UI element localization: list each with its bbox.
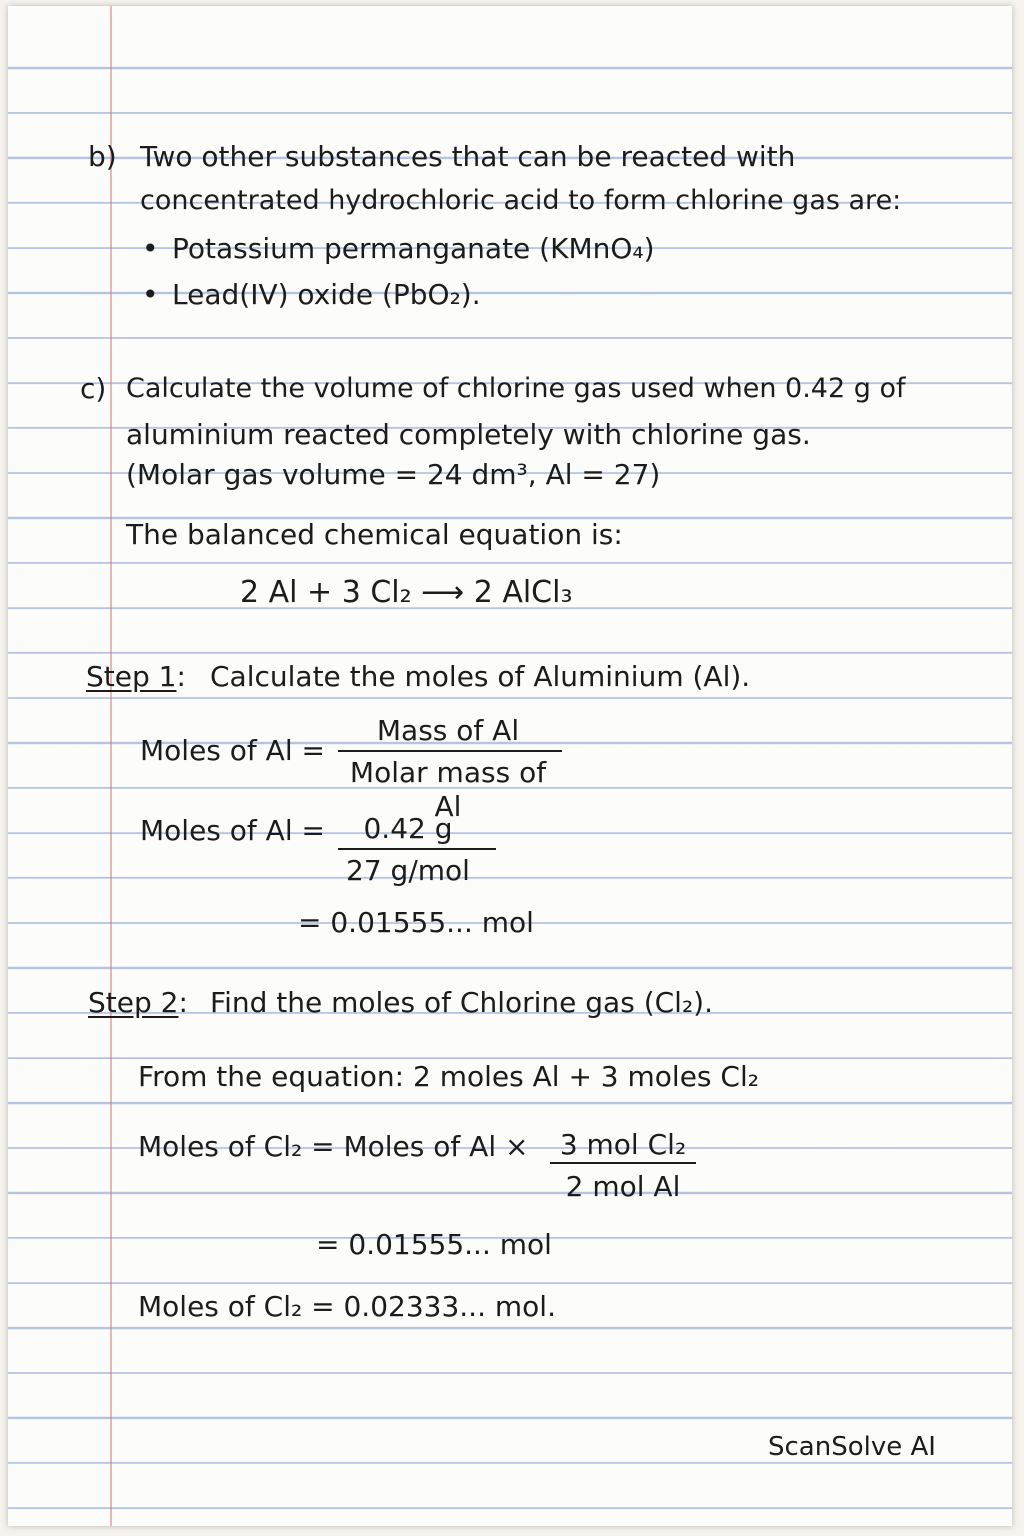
fraction-bar — [338, 750, 562, 752]
part-c-line-2: aluminium reacted completely with chlorine gas. — [126, 418, 811, 451]
signature: ScanSolve AI — [768, 1432, 936, 1462]
cl2-formula-numerator: 3 mol Cl₂ — [559, 1128, 687, 1161]
part-b-line-1: Two other substances that can be reacted with — [140, 140, 796, 173]
part-b-label: b) — [88, 140, 117, 173]
bullet-dot: • — [142, 232, 159, 265]
step-1-result: = 0.01555... mol — [298, 906, 534, 939]
ratio-line: From the equation: 2 moles Al + 3 moles Cl₂ — [138, 1060, 759, 1093]
step-2-substitution: = 0.01555... mol — [316, 1228, 552, 1261]
cl2-formula-lhs: Moles of Cl₂ = Moles of Al × — [138, 1130, 529, 1163]
substitution-numerator: 0.42 g — [363, 812, 453, 845]
bullet-1: Potassium permanganate (KMnO₄) — [172, 232, 655, 265]
step-1-title: Calculate the moles of Aluminium (Al). — [210, 660, 751, 693]
step-2-heading — [88, 986, 188, 1020]
step-1-label: Step 1 — [86, 660, 177, 693]
formula-lhs: Moles of Al = — [140, 734, 325, 767]
formula-denominator: Molar mass of Al — [349, 756, 547, 823]
step-1-colon: : — [176, 660, 186, 693]
fraction-bar — [550, 1162, 696, 1164]
step-2-final: Moles of Cl₂ = 0.02333... mol. — [138, 1290, 556, 1323]
bullet-dot: • — [142, 278, 159, 311]
step-1-heading — [86, 660, 186, 694]
formula-numerator: Mass of Al — [376, 714, 520, 747]
cl2-formula-denominator: 2 mol Al — [565, 1170, 681, 1203]
bullet-2: Lead(IV) oxide (PbO₂). — [172, 278, 481, 311]
fraction-bar — [338, 848, 496, 850]
notebook-page — [8, 6, 1012, 1526]
part-c-line-1: Calculate the volume of chlorine gas used when 0.42 g of — [126, 373, 906, 404]
step-2-label: Step 2 — [88, 986, 179, 1019]
part-c-label: c) — [80, 372, 107, 405]
balanced-equation: 2 Al + 3 Cl₂ ⟶ 2 AlCl₃ — [240, 575, 573, 610]
step-2-title: Find the moles of Chlorine gas (Cl₂). — [210, 986, 714, 1019]
substitution-denominator: 27 g/mol — [346, 854, 470, 887]
part-b-line-2: concentrated hydrochloric acid to form chlorine gas are: — [140, 185, 902, 216]
step-2-colon: : — [178, 986, 188, 1019]
part-c-line-3: (Molar gas volume = 24 dm³, Al = 27) — [126, 458, 661, 491]
margin-line — [110, 6, 112, 1526]
equation-intro: The balanced chemical equation is: — [126, 518, 623, 551]
substitution-lhs: Moles of Al = — [140, 814, 325, 847]
